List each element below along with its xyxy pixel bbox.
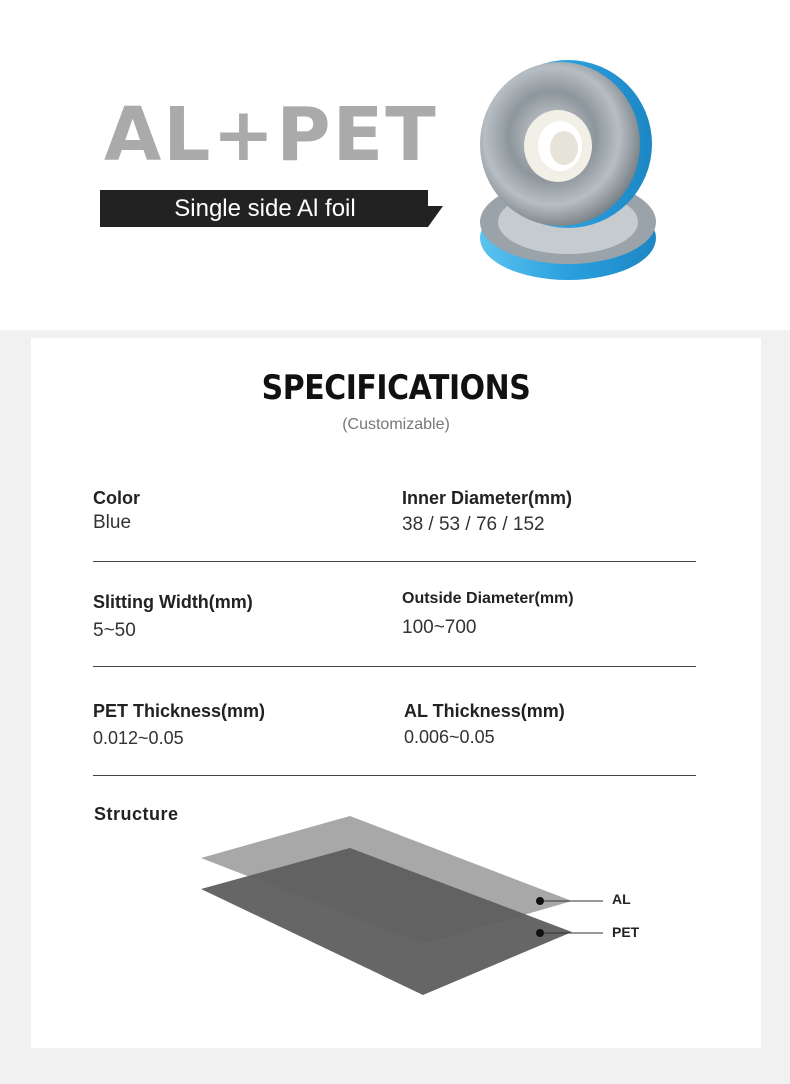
spec-label-inner-diameter: Inner Diameter(mm)	[402, 488, 573, 508]
product-title: AL+PET	[104, 92, 438, 178]
spec-label-pet-thickness: PET Thickness(mm)	[93, 701, 266, 721]
specifications-subtitle: (Customizable)	[342, 416, 450, 433]
spec-label-al-thickness: AL Thickness(mm)	[404, 701, 565, 721]
spec-label-outside-diameter: Outside Diameter(mm)	[402, 590, 574, 607]
spec-value-color: Blue	[93, 512, 132, 533]
specifications-card	[31, 338, 761, 1048]
layer-label-al: AL	[612, 891, 631, 907]
spec-divider	[93, 561, 696, 562]
spec-value-inner-diameter: 38 / 53 / 76 / 152	[402, 514, 545, 535]
layer-structure-diagram	[31, 798, 761, 1048]
spec-value-slitting-width: 5~50	[93, 620, 136, 641]
layer-label-pet: PET	[612, 924, 640, 940]
spec-value-outside-diameter: 100~700	[402, 617, 477, 638]
spec-label-slitting-width: Slitting Width(mm)	[93, 592, 253, 612]
spec-value-al-thickness: 0.006~0.05	[404, 727, 495, 747]
structure-title: Structure	[94, 804, 179, 824]
hero-section	[0, 0, 790, 330]
spec-divider	[93, 666, 696, 667]
banner-text: Single side Al foil	[174, 195, 356, 222]
specifications-title: SPECIFICATIONS	[261, 368, 531, 408]
product-banner	[100, 190, 443, 227]
spec-divider	[93, 775, 696, 776]
foil-spool-image	[468, 56, 658, 291]
spec-value-pet-thickness: 0.012~0.05	[93, 728, 184, 748]
pet-pointer-dot	[536, 929, 544, 937]
spec-label-color: Color	[93, 488, 140, 508]
al-pointer-dot	[536, 897, 544, 905]
